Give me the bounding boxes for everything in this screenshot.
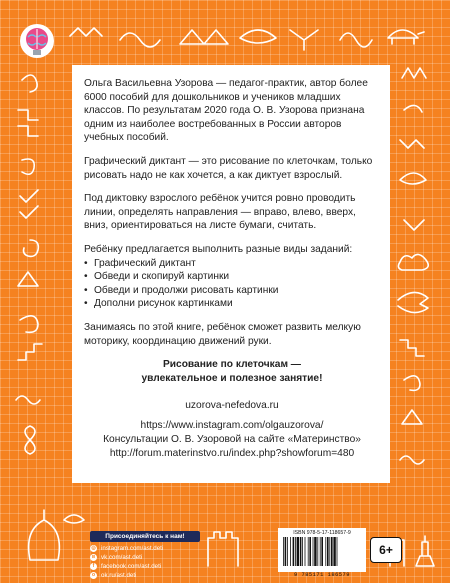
- barcode-bars: [281, 537, 363, 566]
- barcode-bar: [333, 537, 335, 566]
- brain-bulb-logo: [20, 24, 54, 58]
- list-item: • Дополни рисунок картинками: [84, 298, 233, 310]
- barcode-bar: [325, 537, 326, 566]
- vk-icon: в: [91, 554, 96, 560]
- wave-doodle-3: [400, 456, 424, 464]
- author-links: [84, 399, 380, 460]
- forum-link[interactable]: http://forum.materinstvo.ru/index.php?showforum=480: [109, 447, 355, 459]
- castle-doodle: [208, 532, 238, 566]
- bird-doodle: [64, 515, 84, 523]
- definition-text: Графический диктант — это рисование по клеточкам, только рисовать надо не как хочется, а как диктует взрослый.: [84, 155, 373, 181]
- barcode: [278, 528, 366, 578]
- description-panel: [72, 65, 390, 483]
- spiral-doodle: [24, 240, 39, 256]
- tagline: Рисование по клеточкам — увлекательное и полезное занятие!: [141, 359, 323, 384]
- step-doodle: [18, 344, 42, 360]
- tasks-intro: Ребёнку предлагается выполнить разные виды заданий:: [84, 243, 353, 255]
- instagram-icon: ◎: [91, 545, 96, 551]
- list-item: • Обведи и скопируй картинки: [84, 271, 230, 283]
- leaf-doodle: [240, 30, 276, 43]
- wave-doodle-2: [16, 396, 40, 404]
- skills-text: Под диктовку взрослого ребёнок учится ровно проводить линии, определять направления — вправо, влево, вверх, вниз, ориентироваться на листе бумаги, считать.: [84, 193, 356, 232]
- list-item: • Графический диктант: [84, 257, 196, 269]
- zigzag-doodle: [70, 28, 102, 36]
- swirl-doodle: [22, 159, 34, 174]
- facebook-icon: f: [90, 563, 97, 570]
- barcode-bar: [290, 537, 291, 566]
- turtle-doodle: [388, 30, 424, 44]
- triangle-doodle: [18, 272, 38, 286]
- triangle-doodle-2: [402, 410, 422, 424]
- instagram-link[interactable]: https://www.instagram.com/olgauzorova/: [140, 420, 324, 432]
- barcode-bar: [287, 537, 288, 566]
- list-item: • Обведи и продолжи рисовать картинки: [84, 284, 279, 296]
- hook-doodle: [340, 33, 372, 47]
- leaf-doodle-2: [400, 173, 426, 184]
- barcode-bar: [283, 537, 284, 566]
- zigzag-doodle-2: [400, 140, 424, 148]
- consult-text: Консультации О. В. Узоровой на сайте «Материнство»: [103, 433, 361, 445]
- dragon-doodle: [398, 292, 428, 312]
- barcode-bar: [297, 537, 299, 566]
- social-link-ok[interactable]: о ok.ru/ast.deti: [91, 572, 137, 579]
- barcode-bar: [305, 537, 306, 566]
- barcode-bar: [308, 537, 309, 566]
- benefit-text: Занимаясь по этой книге, ребёнок сможет развить мелкую моторику, координацию движений руки.: [84, 321, 361, 347]
- barcode-number: 9 785171 186579: [293, 572, 351, 578]
- loop-doodle: [22, 75, 37, 92]
- author-bio: Ольга Васильевна Узорова — педагог-практик, автор более 6000 пособий для дошкольников и учеников младших классов. По результатам 2020 года О. В. Узорова признана одним из наиболее востребованных в России авторов учебных пособий.: [84, 78, 368, 144]
- barcode-bar: [300, 537, 302, 566]
- curl-doodle-2: [404, 376, 420, 391]
- arrow-doodle-2: [404, 220, 424, 230]
- wave-doodle: [120, 33, 160, 47]
- crown-doodle: [402, 68, 426, 78]
- arrow-doodle: [290, 30, 318, 50]
- barcode-bar: [337, 537, 338, 566]
- social-link-instagram[interactable]: ◎ instagram.com/ast.deti: [91, 545, 164, 552]
- barcode-bar: [293, 537, 295, 566]
- barcode-bar: [321, 537, 323, 566]
- social-link-facebook[interactable]: f facebook.com/ast.deti: [90, 562, 200, 571]
- barcode-bar: [285, 537, 287, 566]
- cloud-doodle: [398, 254, 428, 270]
- barcode-bar: [314, 537, 316, 566]
- isbn-text: ISBN 978-5-17-118657-9: [293, 530, 351, 536]
- peacock-doodle: [29, 510, 60, 560]
- hook-doodle-2: [404, 105, 422, 112]
- flower-doodle: [25, 426, 35, 454]
- curl-doodle: [20, 316, 38, 333]
- fan-doodle: [180, 30, 228, 44]
- barcode-bar: [327, 537, 329, 566]
- barcode-bar: [317, 537, 318, 566]
- barcode-bar: [313, 537, 314, 566]
- barcode-bar: [331, 537, 333, 566]
- barcode-bar: [295, 537, 296, 566]
- odnoklassniki-icon: о: [91, 572, 96, 578]
- barcode-bar: [309, 537, 311, 566]
- pawn-doodle: [416, 536, 434, 566]
- site-link[interactable]: uzorova-nefedova.ru: [185, 400, 279, 412]
- join-header: Присоединяйтесь к нам!: [90, 531, 200, 542]
- bracket-doodle: [18, 110, 38, 136]
- social-block: [90, 531, 200, 580]
- age-rating-badge: 6+: [370, 537, 402, 563]
- barcode-bar: [302, 537, 303, 566]
- social-link-vk[interactable]: в vk.com/ast.deti: [91, 554, 143, 561]
- tasks-list: [84, 257, 380, 311]
- step-doodle-2: [400, 340, 424, 356]
- barcode-bar: [320, 537, 321, 566]
- barcode-bar: [329, 537, 330, 566]
- tick-doodle: [20, 190, 38, 218]
